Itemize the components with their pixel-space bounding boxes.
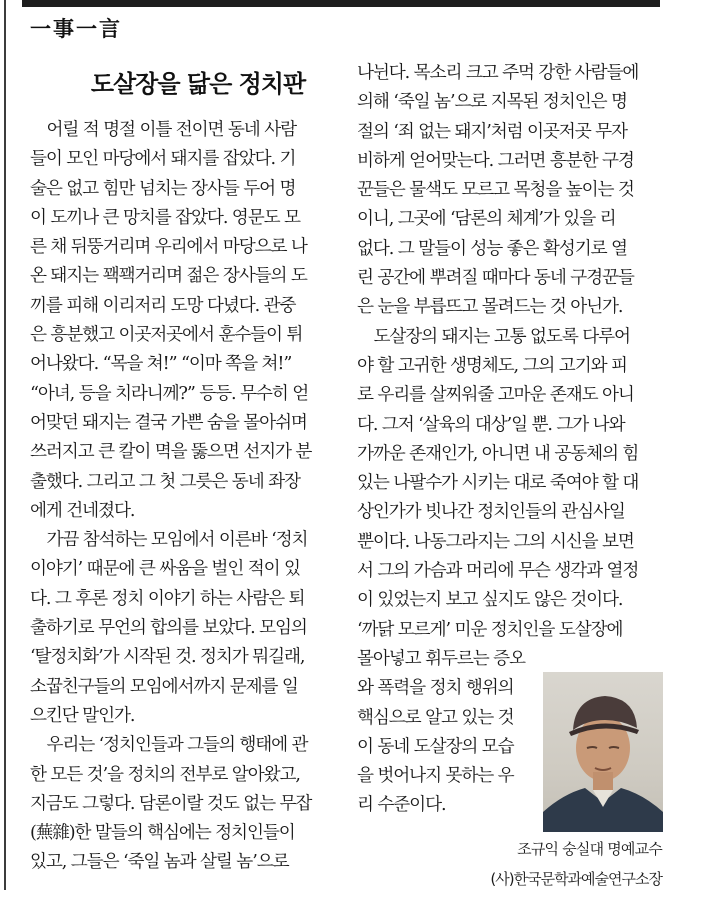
text-line: 가까운 존재인가, 아니면 내 공동체의 힘 <box>357 443 639 464</box>
text-line: 로 우리를 살찌워줄 고마운 존재도 아니 <box>357 385 634 406</box>
author-name-title: 조규익 숭실대 명예교수 <box>517 840 662 858</box>
article-title: 도살장을 닮은 정치판 <box>90 70 306 98</box>
text-line: 가끔 참석하는 모임에서 이른바 ‘정치 <box>30 530 308 551</box>
text-line: 이야기’ 때문에 큰 싸움을 벌인 적이 있 <box>30 559 300 580</box>
text-line: 소꿉친구들의 모임에서까지 문제를 일 <box>30 676 298 697</box>
text-line: 끼를 피해 이리저리 도망 다녔다. 관중 <box>30 295 296 316</box>
text-line: 을 벗어나지 못하는 우 <box>357 766 514 787</box>
text-line: 다. 그 후론 정치 이야기 하는 사람은 퇴 <box>30 588 305 609</box>
text-line: 도살장의 돼지는 고통 없도록 다루어 <box>357 326 630 347</box>
left-border <box>4 0 6 890</box>
text-line: (蕪雜)한 말들의 핵심에는 정치인들이 <box>30 823 295 844</box>
author-photo <box>543 672 663 832</box>
text-line: 뿐이다. 나동그라지는 그의 시신을 보면 <box>357 531 634 552</box>
text-line: 리 수준이다. <box>357 795 446 816</box>
text-line: 다. 그저 ‘살육의 대상’일 뿐. 그가 나와 <box>357 414 625 435</box>
text-line: 들이 모인 마당에서 돼지를 잡았다. 기 <box>30 149 296 170</box>
text-line: 어맞던 돼지는 결국 가쁜 숨을 몰아쉬며 <box>30 412 307 433</box>
text-line: 없다. 그 말들이 성능 좋은 확성기로 열 <box>357 238 627 259</box>
text-line: 절의 ‘죄 없는 돼지’처럼 이곳저곳 무자 <box>357 121 627 142</box>
text-line: 있는 나팔수가 시키는 대로 죽여야 할 대 <box>357 473 639 494</box>
text-line: 있고, 그들은 ‘죽일 놈과 살릴 놈’으로 <box>30 852 289 873</box>
text-line: 상인가가 빗나간 정치인들의 관심사일 <box>357 502 625 523</box>
text-line: 쓰러지고 큰 칼이 멱을 뚫으면 선지가 분 <box>30 442 312 463</box>
text-line: 출하기로 무언의 합의를 보았다. 모임의 <box>30 618 307 639</box>
author-affiliation: (사)한국문학과예술연구소장 <box>490 870 662 888</box>
text-line: 어릴 적 명절 이틀 전이면 동네 사람 <box>30 120 296 140</box>
text-line: 에게 건네졌다. <box>30 500 135 521</box>
text-line: 어나왔다. “목을 쳐!” “이마 쪽을 쳐!” <box>30 354 292 375</box>
text-line: 나뉜다. 목소리 크고 주먹 강한 사람들에 <box>357 63 639 83</box>
text-line: 몰아넣고 휘두르는 증오 <box>357 648 525 669</box>
text-line: 서 그의 가슴과 머리에 무슨 생각과 열정 <box>357 561 639 582</box>
text-line: 은 흥분했고 이곳저곳에서 훈수들이 튀 <box>30 325 303 346</box>
text-line: 술은 없고 힘만 넘치는 장사들 두어 명 <box>30 178 296 199</box>
author-portrait-icon <box>543 672 663 832</box>
text-line: 꾼들은 물색도 모르고 목청을 높이는 것 <box>357 180 634 201</box>
text-line: 핵심으로 알고 있는 것 <box>357 707 514 728</box>
text-line: 린 공간에 뿌려질 때마다 동네 구경꾼들 <box>357 268 634 289</box>
text-line: 이 있었는지 보고 싶지도 않은 것이다. <box>357 590 623 611</box>
text-line: 비하게 얻어맞는다. 그러면 흥분한 구경 <box>357 150 634 171</box>
top-rule <box>22 0 660 7</box>
text-line: 의해 ‘죽일 놈’으로 지목된 정치인은 명 <box>357 92 627 113</box>
text-line: 지금도 그렇다. 담론이랄 것도 없는 무잡 <box>30 793 312 814</box>
text-line: 한 모든 것’을 정치의 전부로 알아왔고, <box>30 764 300 785</box>
text-line: ‘탈정치화’가 시작된 것. 정치가 뭐길래, <box>30 647 305 668</box>
text-line: 온 돼지는 꽥꽥거리며 젊은 장사들의 도 <box>30 266 307 287</box>
text-line: 이 동네 도살장의 모습 <box>357 736 514 757</box>
text-line: 와 폭력을 정치 행위의 <box>357 678 514 699</box>
text-line: ‘까닭 모르게’ 미운 정치인을 도살장에 <box>357 619 623 640</box>
text-line: “아녀, 등을 치라니께?” 등등. 무수히 얻 <box>30 383 309 404</box>
text-line: 른 채 뒤뚱거리며 우리에서 마당으로 나 <box>30 237 307 258</box>
text-line: 우리는 ‘정치인들과 그들의 행태에 관 <box>30 735 308 756</box>
text-line: 이 도끼나 큰 망치를 잡았다. 영문도 모 <box>30 207 300 228</box>
text-line: 은 눈을 부릅뜨고 몰려드는 것 아닌가. <box>357 297 623 318</box>
text-line: 출했다. 그리고 그 첫 그릇은 동네 좌장 <box>30 471 300 492</box>
column-header: 一事一言 <box>30 17 122 41</box>
text-line: 이니, 그곳에 ‘담론의 체계’가 있을 리 <box>357 209 616 230</box>
text-line: 으킨단 말인가. <box>30 705 135 726</box>
text-line: 야 할 고귀한 생명체도, 그의 고기와 피 <box>357 355 627 376</box>
body-column-left <box>30 116 311 878</box>
